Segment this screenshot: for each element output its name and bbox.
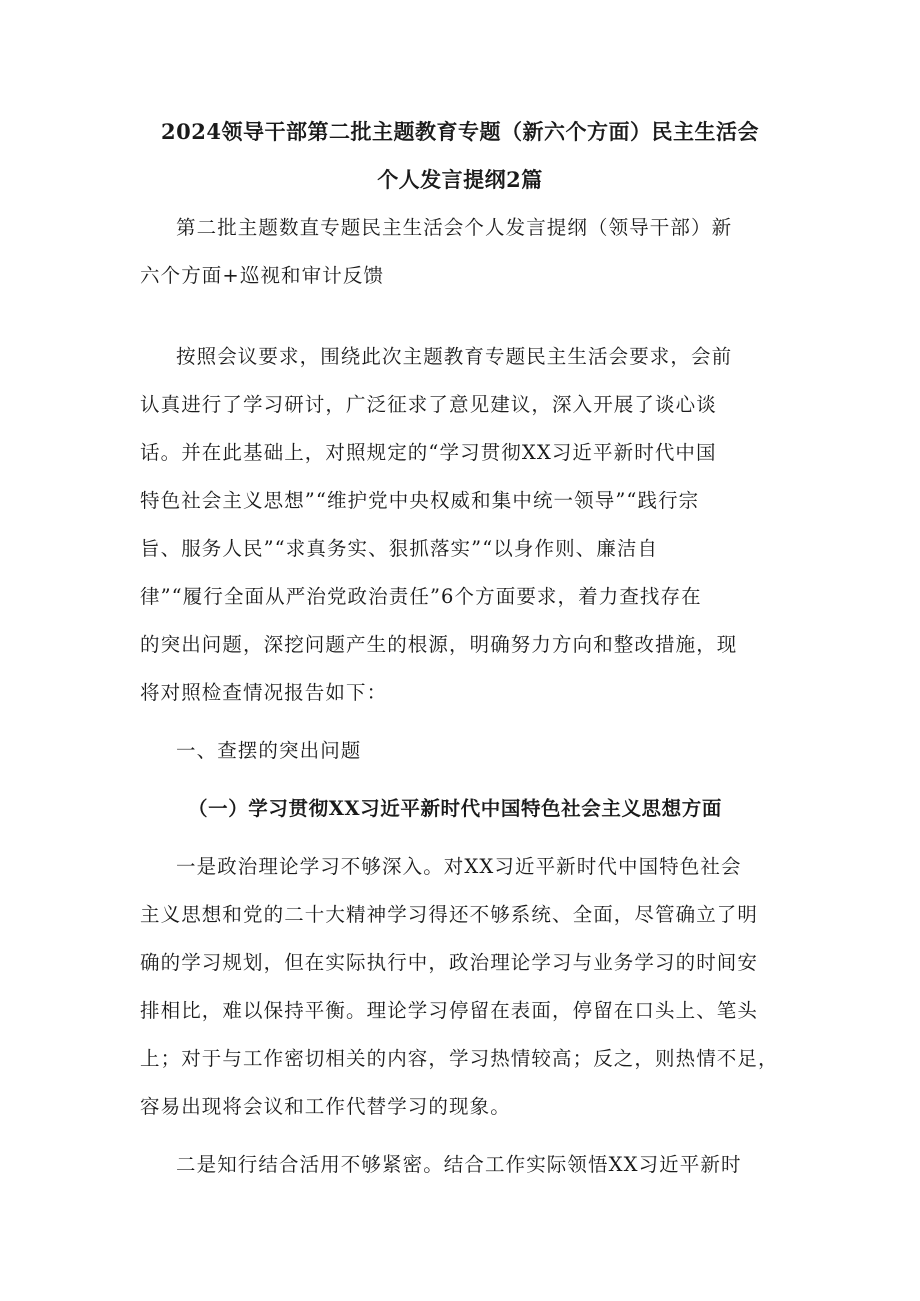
paragraph-1-line: 主义思想和党的二十大精神学习得还不够系统、全面，尽管确立了明	[140, 903, 759, 926]
paragraph-1-line: 确的学习规划，但在实际执行中，政治理论学习与业务学习的时间安	[140, 951, 759, 974]
paragraph-1-line: 排相比，难以保持平衡。理论学习停留在表面，停留在口头上、笔头	[140, 999, 759, 1022]
document-title-line-1: 2024领导干部第二批主题教育专题（新六个方面）民主生活会	[161, 119, 759, 144]
paragraph-1-line: 一是政治理论学习不够深入。对XX习近平新时代中国特色社会	[176, 855, 742, 878]
subtitle-line-2: 六个方面+巡视和审计反馈	[140, 264, 385, 287]
intro-paragraph-line: 话。并在此基础上，对照规定的“学习贯彻XX习近平新时代中国	[140, 441, 717, 464]
subtitle-line-1: 第二批主题数直专题民主生活会个人发言提纲（领导干部）新	[176, 216, 733, 239]
section-heading: 一、查摆的突出问题	[176, 739, 362, 762]
intro-paragraph-line: 旨、服务人民”“求真务实、狠抓落实”“以身作则、廉洁自	[140, 537, 659, 560]
paragraph-1-line: 上；对于与工作密切相关的内容，学习热情较高；反之，则热情不足，	[140, 1047, 779, 1070]
intro-paragraph-line: 认真进行了学习研讨，广泛征求了意见建议，深入开展了谈心谈	[140, 393, 717, 416]
document-title-line-2: 个人发言提纲2篇	[377, 167, 543, 192]
intro-paragraph-line: 按照会议要求，围绕此次主题教育专题民主生活会要求，会前	[176, 345, 733, 368]
intro-paragraph-line: 将对照检查情况报告如下：	[140, 681, 388, 704]
intro-paragraph-line: 律”“履行全面从严治党政治责任”6个方面要求，着力查找存在	[140, 585, 702, 608]
intro-paragraph-line: 的突出问题，深挖问题产生的根源，明确努力方向和整改措施，现	[140, 633, 738, 656]
paragraph-1-line: 容易出现将会议和工作代替学习的现象。	[140, 1095, 511, 1118]
paragraph-2-line: 二是知行结合活用不够紧密。结合工作实际领悟XX习近平新时	[176, 1153, 742, 1176]
subsection-heading: （一）学习贯彻XX习近平新时代中国特色社会主义思想方面	[188, 797, 722, 820]
intro-paragraph-line: 特色社会主义思想”“维护党中央权威和集中统一领导”“践行宗	[140, 489, 700, 512]
